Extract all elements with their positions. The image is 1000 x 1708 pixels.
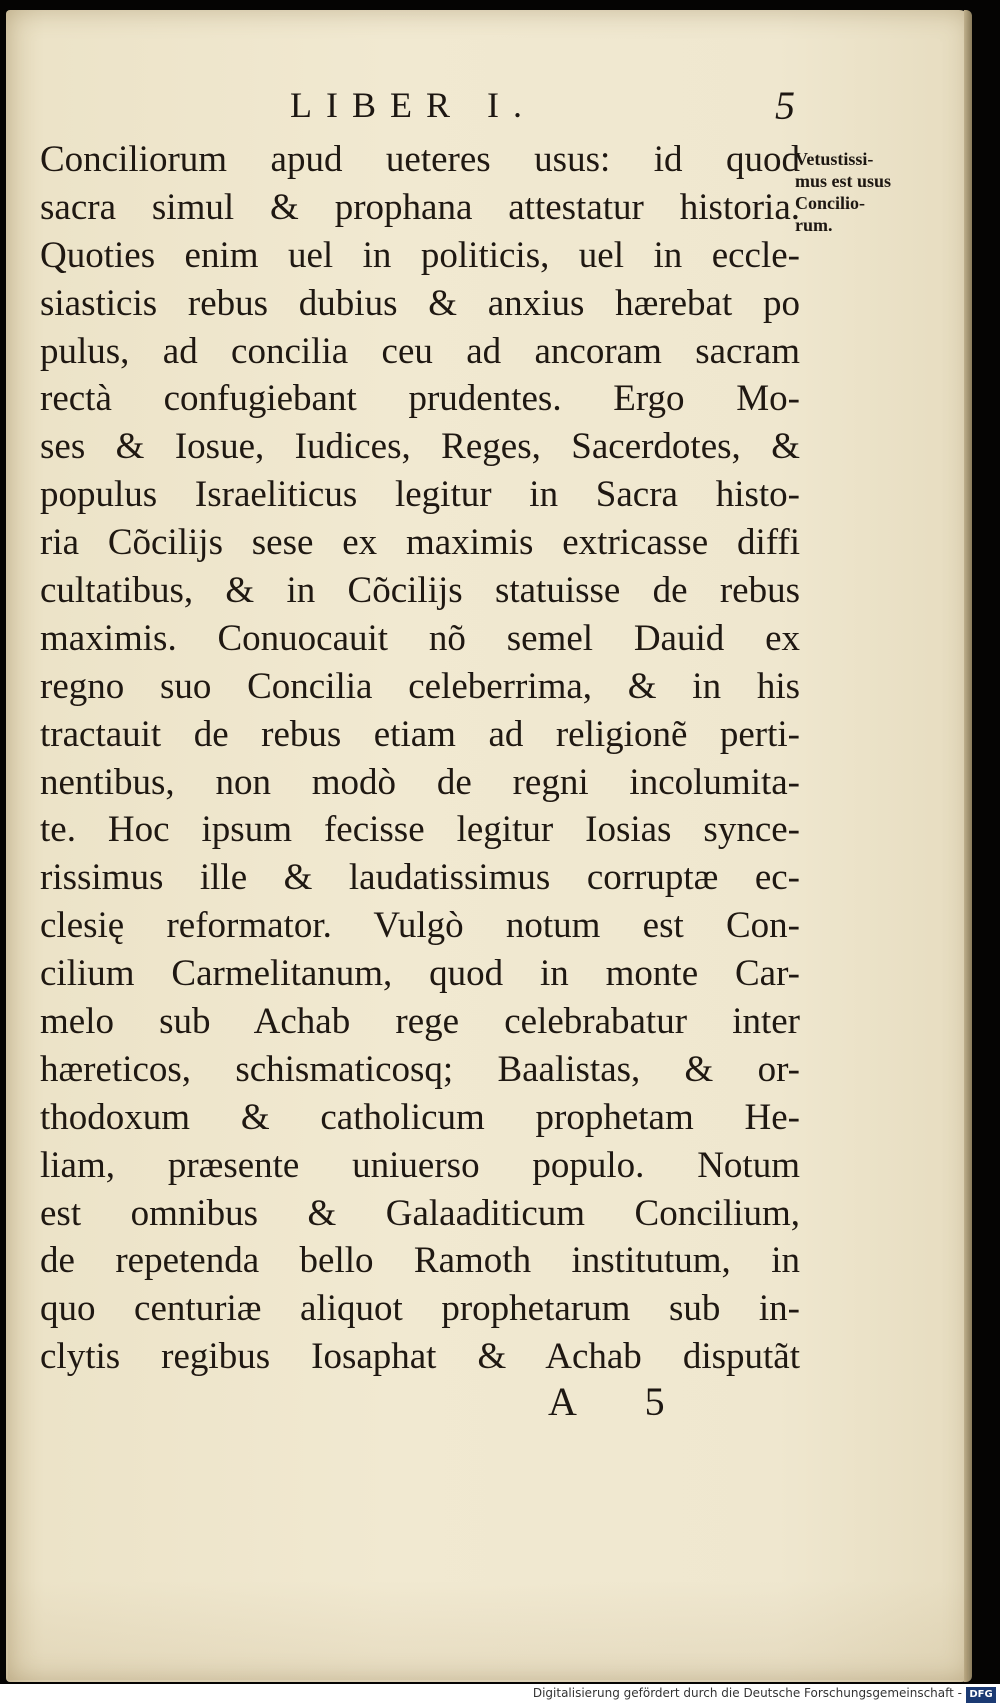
- running-head: LIBER I.: [290, 85, 536, 125]
- text-line: rectà confugiebant prudentes. Ergo Mo-: [40, 378, 800, 420]
- signature-mark: A 5: [548, 1379, 695, 1424]
- text-line: est omnibus & Galaaditicum Concilium,: [40, 1192, 800, 1234]
- text-line: populus Israeliticus legitur in Sacra histo-: [40, 474, 800, 516]
- text-line: de repetenda bello Ramoth institutum, in: [40, 1240, 800, 1282]
- text-line: Quoties enim uel in politicis, uel in eccle-: [40, 234, 800, 276]
- marginal-note-line: Vetustissi-: [795, 149, 874, 169]
- text-line: nentibus, non modò de regni incolumita-: [40, 761, 800, 803]
- text-line: quo centuriæ aliquot prophetarum sub in-: [40, 1288, 800, 1330]
- text-line: siasticis rebus dubius & anxius hærebat po: [40, 282, 800, 324]
- text-line: hæreticos, schismaticosq; Baalistas, & or-: [40, 1048, 800, 1090]
- marginal-note-line: Concilio-: [795, 193, 865, 213]
- text-line: rissimus ille & laudatissimus corruptæ ec-: [40, 857, 800, 899]
- marginal-note-line: mus est usus: [795, 171, 892, 191]
- page-edge: [964, 10, 972, 1682]
- text-line: tractauit de rebus etiam ad religionẽ perti-: [40, 713, 800, 755]
- text-line: regno suo Concilia celeberrima, & in his: [40, 665, 800, 707]
- text-line: Conciliorum apud ueteres usus: id quod: [40, 139, 800, 180]
- page-number: 5: [775, 83, 795, 128]
- text-line: thodoxum & catholicum prophetam He-: [40, 1096, 800, 1138]
- body-text: [40, 136, 800, 1381]
- text-line: pulus, ad concilia ceu ad ancoram sacram: [40, 330, 800, 372]
- page-stain: [8, 1580, 968, 1680]
- text-line: maximis. Conuocauit nõ semel Dauid ex: [40, 617, 800, 659]
- text-line: clesię reformator. Vulgò notum est Con-: [40, 905, 800, 947]
- text-line: sacra simul & prophana attestatur historia.: [40, 186, 800, 228]
- text-line: melo sub Achab rege celebrabatur inter: [40, 1001, 800, 1043]
- text-line: cilium Carmelitanum, quod in monte Car-: [40, 953, 800, 995]
- text-line: ria Cõcilijs sese ex maximis extricasse diffi: [40, 522, 800, 564]
- dfg-logo-icon: DFG: [966, 1687, 996, 1703]
- text-line: ses & Iosue, Iudices, Reges, Sacerdotes, &: [40, 426, 800, 468]
- text-line: clytis regibus Iosaphat & Achab disputãt: [40, 1336, 800, 1378]
- text-line: te. Hoc ipsum fecisse legitur Iosias synce-: [40, 809, 800, 851]
- text-line: liam, præsente uniuerso populo. Notum: [40, 1144, 800, 1186]
- text-line: cultatibus, & in Cõcilijs statuisse de rebus: [40, 570, 800, 612]
- footer-bar: [0, 1684, 1000, 1708]
- footer-credit: Digitalisierung gefördert durch die Deutsche Forschungsgemeinschaft -: [532, 1686, 962, 1700]
- marginal-note-line: rum.: [795, 215, 833, 235]
- marginal-note: [795, 148, 955, 236]
